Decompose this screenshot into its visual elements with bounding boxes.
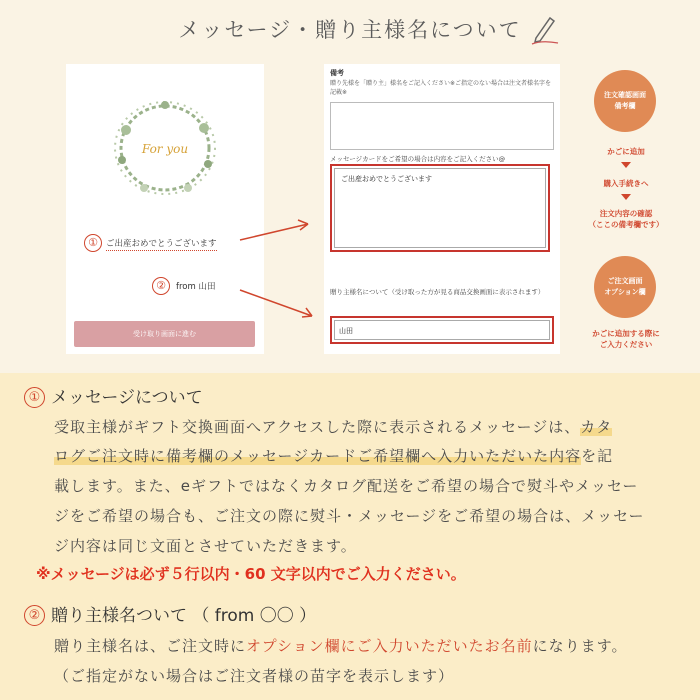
message-card-value: ご出産おめでとうございます [334, 168, 546, 248]
sender-name-label: 贈り主様名について（受け取った方が見る商品交換画面に表示されます） [330, 288, 545, 296]
order-form-screen [324, 64, 560, 354]
notes-instruction: 贈り先様を「贈り主」様名をご記入ください※ご指定のない場合は注文者様名字を記載※ [330, 80, 552, 96]
page-title: メッセージ・贈り主様名について [178, 18, 522, 42]
sender-name-value: 山田 [334, 320, 550, 340]
message-warning: ※メッセージは必ず５行以内・60 文字以内でご入力ください。 [36, 565, 466, 583]
sender-name-field[interactable] [330, 316, 554, 344]
flow-step-confirm-line1: 注文内容の確認 [599, 209, 653, 218]
message-card-label: メッセージカードをご希望の場合は内容をご記入ください@ [330, 155, 506, 163]
notes-textarea[interactable] [330, 102, 554, 150]
line1-text: 受取主様がギフト交換画面へアクセスした際に表示されるメッセージは、 [54, 418, 581, 436]
section-message-heading [24, 383, 203, 408]
section-sender-line2: （ご指定がない場合はご注文者様の苗字を表示します） [54, 667, 455, 685]
section-number-2: ② [24, 605, 45, 626]
section-sender-title: 贈り主様名ついて （ from 〇〇 ） [51, 606, 317, 626]
option-note-line1: かごに追加する際に [592, 329, 660, 338]
section-message-line5: ジ内容は同じ文面とさせていただきます。 [54, 537, 357, 555]
line2-text: を記 [581, 447, 614, 465]
sender-line1-highlight: オプション欄にご入力いただいたお名前 [246, 637, 533, 655]
notes-heading: 備考 [330, 69, 344, 77]
option-note [566, 328, 686, 350]
line1-highlight: カタ [580, 418, 613, 436]
sender-line1-end: になります。 [532, 637, 628, 655]
flow-step-confirm-line2: （ここの備考欄です） [588, 220, 664, 229]
number-badge-2: ② [152, 277, 170, 295]
line2-highlight: ログご注文時に備考欄のメッセージカードご希望欄へ入力いただいた内容 [54, 447, 582, 465]
section-sender-line1 [54, 635, 627, 656]
badge-line: 備考欄 [614, 102, 636, 110]
section-message-line2 [54, 445, 613, 466]
sender-line1-text: 贈り主様名は、ご注文時に [54, 637, 247, 655]
badge-line: ご注文画面 [607, 277, 643, 285]
phone-message-text: ご出産おめでとうございます [106, 238, 217, 249]
badge-line: 注文確認画面 [604, 91, 646, 99]
flow-step-checkout: 購入手続きへ [603, 179, 649, 188]
flow-step-confirm [566, 208, 686, 230]
message-card-field[interactable] [330, 164, 550, 252]
section-message-line3: 載します。また、eギフトではなくカタログ配送をご希望の場合で熨斗やメッセー [54, 477, 639, 495]
section-number-1: ① [24, 387, 45, 408]
phone-from-text: from 山田 [176, 281, 216, 292]
down-arrow-icon [621, 162, 631, 168]
explanation-panel [0, 373, 700, 700]
number-badge-1: ① [84, 234, 102, 252]
wreath-text: For you [141, 142, 189, 156]
order-confirm-badge [594, 70, 656, 132]
section-message-line4: ジをご希望の場合も、ご注文の際に熨斗・メッセージをご希望の場合は、メッセー [54, 507, 645, 525]
down-arrow-icon [621, 194, 631, 200]
section-sender-heading [24, 601, 316, 626]
receive-screen-button[interactable]: 受け取り画面に進む [74, 321, 255, 347]
badge-line: オプション欄 [604, 288, 646, 296]
option-note-line2: ご入力ください [599, 340, 653, 349]
section-message-line1 [54, 416, 612, 437]
section-message-title: メッセージについて [51, 388, 203, 408]
flow-step-add-cart: かごに追加 [607, 147, 645, 156]
order-option-badge [594, 256, 656, 318]
